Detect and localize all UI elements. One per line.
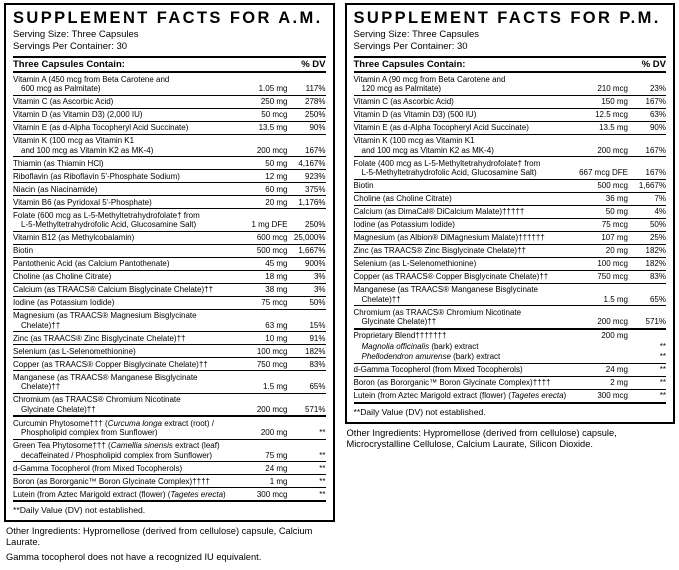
ingredient-name: Vitamin A (450 mcg from Beta Carotene and 600 mcg as Palmitate) (13, 74, 170, 93)
ingredient-dv: ** (319, 476, 326, 486)
ingredient-dv: 1,667% (638, 181, 666, 190)
ingredient-name: Choline (as Choline Citrate) (353, 194, 452, 203)
ingredient-row (354, 270, 667, 283)
ingredient-dv: 278% (305, 97, 326, 106)
ingredient-dv: 15% (309, 320, 326, 330)
ingredient-amount: 10 mg (265, 333, 288, 343)
ingredient-amount: 500 mcg (256, 246, 288, 255)
ingredient-amount: 13.5 mg (599, 123, 628, 132)
ingredient-amount: 100 mcg (597, 259, 628, 268)
ingredient-amount: 200 mcg (256, 404, 288, 414)
ingredient-dv: 167% (645, 97, 666, 106)
ingredient-dv: 167% (645, 168, 666, 177)
other-ingredients-note: Other Ingredients: Hypromellose (derived from cellulose) capsule, Microcrystalline Cellulose, Calcium Laurate, Silicon Dioxide. (346, 427, 617, 449)
ingredient-dv: 4,167% (298, 158, 326, 168)
ingredient-row (13, 156, 326, 169)
ingredient-name: Iodine (as Potassium Iodide) (13, 298, 115, 307)
ingredient-row (354, 376, 667, 389)
ingredient-row (13, 95, 326, 108)
ingredient-dv: ** (659, 378, 666, 387)
ingredient-row (354, 108, 667, 121)
ingredient-dv: 7% (654, 194, 666, 203)
ingredient-row (354, 363, 667, 376)
ingredient-name: Folate (600 mcg as L-5-Methyltetrahydrofolate† from L-5-Methyltetrahydrofolic Acid, Glucosamine Salt) (13, 210, 200, 229)
supplement-facts-box-pm (345, 3, 676, 424)
ingredient-row (13, 439, 326, 462)
ingredient-name: Magnesium (as TRAACS® Magnesium Bisglycinate Chelate)†† (13, 311, 197, 330)
ingredient-row (13, 487, 326, 500)
ingredient-amount: 75 mcg (261, 298, 288, 307)
ingredient-amount: 200 mg (601, 331, 628, 340)
other-ingredients-note: Other Ingredients: Hypromellose (derived from cellulose) capsule, Calcium Laurate. (6, 526, 313, 547)
ingredient-dv: 90% (309, 123, 326, 132)
ingredient-amount: 63 mg (265, 320, 288, 330)
ingredient-dv: 50% (309, 298, 326, 307)
ingredient-row (13, 257, 326, 270)
ingredient-dv: 117% (305, 84, 326, 93)
ingredient-dv: 250% (305, 220, 326, 229)
ingredient-name: Vitamin A (90 mcg from Beta Carotene and 120 mcg as Palmitate) (353, 74, 506, 93)
ingredient-name: Phellodendron amurense (bark) extract (361, 352, 501, 361)
ingredient-amount: 12 mg (265, 171, 288, 181)
ingredient-amount: 50 mg (605, 207, 628, 216)
ingredient-row (13, 309, 326, 332)
ingredient-dv: ** (319, 489, 326, 499)
ingredient-name: Lutein (from Aztec Marigold extract (flower) (Tagetes erecta) (353, 391, 567, 400)
panel-title-am: SUPPLEMENT FACTS FOR A.M. (13, 9, 323, 27)
ingredient-amount: 210 mcg (597, 84, 628, 93)
column-header-am (13, 56, 326, 73)
ingredient-name: Pantothenic Acid (as Calcium Pantothenate) (13, 259, 170, 268)
dv-footnote-pm: **Daily Value (DV) not established. (354, 402, 667, 418)
ingredient-name: Vitamin D (as Vitamin D3) (2,000 IU) (13, 110, 143, 119)
ingredient-dv: 250% (305, 110, 326, 119)
ingredient-name: Niacin (as Niacinamide) (13, 184, 98, 194)
ingredient-amount: 75 mcg (601, 220, 628, 229)
ingredient-name: Zinc (as TRAACS® Zinc Bisglycinate Chelate)†† (13, 333, 186, 343)
ingredient-row (13, 108, 326, 121)
ingredient-name: Biotin (13, 246, 34, 255)
ingredient-name: Vitamin C (as Ascorbic Acid) (13, 97, 114, 106)
ingredient-row (13, 461, 326, 474)
ingredient-amount: 200 mcg (597, 317, 628, 326)
ingredient-dv: 3% (313, 285, 326, 294)
ingredient-row (354, 389, 667, 402)
ingredient-amount: 13.5 mg (258, 123, 288, 132)
ingredient-dv: 25,000% (293, 233, 326, 242)
ingredient-row (354, 205, 667, 218)
ingredient-name: Vitamin D (as Vitamin D3) (500 IU) (353, 110, 477, 119)
ingredient-amount: 1.5 mg (603, 294, 628, 304)
ingredient-name: Vitamin K (100 mcg as Vitamin K1 and 100 mcg as Vitamin K2 as MK-4) (353, 136, 494, 155)
ingredient-row (13, 121, 326, 134)
ingredient-row (13, 296, 326, 309)
ingredient-amount: 667 mcg DFE (579, 168, 628, 177)
ingredient-amount: 38 mg (265, 285, 288, 294)
ingredient-name: Calcium (as DimaCal® DiCalcium Malate)††††† (353, 207, 525, 216)
ingredient-dv: 4% (654, 207, 666, 216)
ingredient-dv: 167% (305, 145, 326, 155)
ingredient-row (354, 342, 667, 353)
ingredient-amount: 24 mg (265, 463, 288, 473)
ingredient-dv: 65% (309, 382, 326, 391)
ingredient-row (13, 344, 326, 357)
ingredient-dv: ** (659, 341, 666, 351)
ingredient-name: Magnolia officinalis (bark) extract (361, 341, 479, 351)
ingredient-name: Manganese (as TRAACS® Manganese Bisglycinate Chelate)†† (13, 372, 198, 391)
ingredient-row (13, 231, 326, 244)
ingredient-row (13, 415, 326, 439)
ingredient-name: Vitamin E (as d-Alpha Tocopheryl Acid Succinate) (353, 123, 529, 132)
ingredient-amount: 200 mcg (256, 145, 288, 155)
ingredient-row (13, 73, 326, 95)
ingredient-row (354, 73, 667, 95)
ingredient-row (13, 169, 326, 182)
ingredient-amount: 200 mg (260, 428, 288, 437)
ingredient-dv: ** (659, 365, 666, 374)
ingredient-name: Proprietary Blend††††††† (353, 331, 447, 340)
ingredient-amount: 50 mcg (261, 110, 288, 119)
ingredient-amount: 20 mg (265, 197, 288, 207)
dv-column-label-am: % DV (301, 59, 326, 70)
ingredient-amount: 75 mg (265, 450, 288, 460)
ingredient-dv: 375% (305, 184, 326, 194)
ingredient-dv: 23% (649, 84, 666, 93)
ingredient-amount: 1.5 mg (263, 382, 288, 391)
ingredient-row (13, 208, 326, 231)
ingredient-name: Chromium (as TRAACS® Chromium Nicotinate Glycinate Chelate)†† (353, 307, 522, 326)
ingredient-name: Boron (as Bororganic™ Boron Glycinate Complex)†††† (13, 476, 210, 486)
supplement-facts-box-am (4, 3, 335, 522)
ingredient-name: Choline (as Choline Citrate) (13, 272, 112, 281)
ingredient-name: Riboflavin (as Riboflavin 5'-Phosphate Sodium) (13, 171, 180, 181)
ingredient-dv: 167% (645, 145, 666, 155)
panel-notes-pm (345, 424, 676, 454)
ingredient-amount: 100 mcg (256, 346, 288, 356)
ingredient-amount: 24 mg (605, 365, 628, 374)
servings-per-container-pm: Servings Per Container: 30 (353, 40, 468, 52)
ingredient-dv: 90% (649, 123, 666, 132)
ingredient-row (13, 393, 326, 416)
panel-notes-am (4, 522, 335, 567)
ingredient-amount: 750 mcg (597, 272, 628, 281)
ingredient-amount: 60 mg (265, 184, 288, 194)
ingredient-row (13, 474, 326, 487)
ingredient-name: Vitamin B6 (as Pyridoxal 5'-Phosphate) (13, 197, 152, 207)
ingredient-name: Lutein (from Aztec Marigold extract (flower) (Tagetes erecta) (13, 489, 226, 499)
ingredient-amount: 300 mcg (597, 391, 628, 400)
ingredient-dv: 900% (305, 259, 326, 268)
contains-label-am: Three Capsules Contain: (13, 59, 125, 70)
ingredient-name: Magnesium (as Albion® DiMagnesium Malate)†††††† (353, 233, 545, 242)
ingredient-dv: 83% (309, 359, 326, 369)
ingredient-amount: 200 mcg (597, 145, 628, 155)
servings-per-container-am: Servings Per Container: 30 (13, 40, 128, 52)
ingredient-dv: 63% (649, 110, 666, 119)
ingredient-row (13, 270, 326, 283)
panel-pm (345, 3, 676, 567)
ingredient-dv: 182% (645, 246, 666, 255)
ingredient-name: Curcumin Phytosome††† (Curcuma longa extract (root) / Phospholipid complex from Sunflower) (13, 418, 214, 437)
ingredient-name: Calcium (as TRAACS® Calcium Bisglycinate Chelate)†† (13, 285, 214, 294)
ingredient-amount: 1 mg DFE (251, 220, 288, 229)
ingredient-row (13, 182, 326, 195)
ingredient-name: Copper (as TRAACS® Copper Bisglycinate Chelate)†† (13, 359, 208, 369)
ingredient-amount: 150 mg (601, 97, 628, 106)
serving-size-am: Serving Size: Three Capsules (13, 29, 139, 40)
ingredient-row (13, 331, 326, 344)
ingredient-row (354, 179, 667, 192)
ingredient-dv: 182% (645, 259, 666, 268)
ingredient-amount: 750 mcg (256, 359, 288, 369)
contains-label-pm: Three Capsules Contain: (353, 59, 466, 70)
ingredient-dv: 1,667% (298, 246, 326, 255)
ingredient-amount: 2 mg (610, 378, 628, 387)
ingredient-row (354, 283, 667, 306)
ingredient-amount: 45 mg (265, 259, 288, 268)
ingredient-name: Manganese (as TRAACS® Manganese Bisglycinate Chelate)†† (353, 285, 539, 304)
ingredient-rows-am (13, 73, 326, 500)
ingredient-dv: 83% (649, 272, 666, 281)
ingredient-dv: 91% (309, 333, 326, 343)
ingredient-amount: 20 mg (605, 246, 628, 255)
ingredient-amount: 18 mg (265, 272, 288, 281)
ingredient-dv: ** (659, 391, 666, 400)
ingredient-amount: 250 mg (260, 97, 288, 106)
ingredient-name: Zinc (as TRAACS® Zinc Bisglycinate Chelate)†† (353, 246, 526, 255)
ingredient-dv: 1,176% (298, 197, 326, 207)
ingredient-dv: 182% (305, 346, 326, 356)
ingredient-dv: 923% (305, 171, 326, 181)
ingredient-row (13, 370, 326, 393)
ingredient-name: Selenium (as L-Selenomethionine) (353, 259, 477, 268)
ingredient-dv: ** (659, 352, 666, 361)
panel-am (4, 3, 335, 567)
ingredient-amount: 50 mg (265, 158, 288, 168)
ingredient-dv: 571% (645, 317, 666, 326)
ingredient-name: Vitamin B12 (as Methylcobalamin) (13, 233, 135, 242)
ingredient-name: d-Gamma Tocopherol (from Mixed Tocopherols) (353, 365, 523, 374)
ingredient-name: Boron (as Bororganic™ Boron Glycinate Complex)†††† (353, 378, 551, 387)
ingredient-name: Vitamin E (as d-Alpha Tocopheryl Acid Succinate) (13, 123, 189, 132)
ingredient-amount: 600 mcg (256, 233, 288, 242)
column-header-pm (354, 56, 667, 73)
ingredient-amount: 500 mcg (597, 181, 628, 190)
ingredient-row (354, 192, 667, 205)
ingredient-name: Thiamin (as Thiamin HCl) (13, 158, 104, 168)
ingredient-row (13, 283, 326, 296)
ingredient-row (13, 244, 326, 257)
ingredient-amount: 1 mg (269, 476, 288, 486)
panel-title-pm: SUPPLEMENT FACTS FOR P.M. (353, 9, 661, 27)
ingredient-row (354, 95, 667, 108)
ingredient-name: Copper (as TRAACS® Copper Bisglycinate Chelate)†† (353, 272, 549, 281)
ingredient-dv: 571% (305, 404, 326, 414)
ingredient-dv: 25% (649, 233, 666, 242)
ingredient-row (354, 134, 667, 157)
ingredient-dv: ** (319, 428, 326, 437)
ingredient-amount: 1.05 mg (258, 84, 288, 93)
ingredient-dv: 65% (649, 294, 666, 304)
ingredient-name: Selenium (as L-Selenomethionine) (13, 346, 136, 356)
ingredient-amount: 12.5 mcg (595, 110, 628, 119)
ingredient-row (354, 244, 667, 257)
ingredient-dv: ** (319, 463, 326, 473)
ingredient-dv: 3% (313, 272, 326, 281)
dv-footnote-am: **Daily Value (DV) not established. (13, 500, 326, 516)
dv-column-label-pm: % DV (641, 59, 666, 70)
ingredient-name: Biotin (353, 181, 374, 190)
ingredient-row (13, 357, 326, 370)
serving-size-pm: Serving Size: Three Capsules (353, 29, 479, 40)
ingredient-name: Iodine (as Potassium Iodide) (353, 220, 455, 229)
ingredient-name: Green Tea Phytosome††† (Camellia sinensis extract (leaf) decaffeinated / Phospholipid complex from Sunflower) (13, 441, 220, 460)
ingredient-rows-pm (354, 73, 667, 402)
ingredient-amount: 300 mcg (256, 489, 288, 499)
ingredient-dv: 50% (649, 220, 666, 229)
ingredient-amount: 107 mg (601, 233, 628, 242)
ingredient-name: Vitamin K (100 mcg as Vitamin K1 and 100 mcg as Vitamin K2 as MK-4) (13, 136, 154, 155)
ingredient-row (354, 352, 667, 363)
other-ingredients-note: Gamma tocopherol does not have a recognized IU equivalent. (6, 552, 262, 562)
ingredient-row (354, 328, 667, 342)
ingredient-row (354, 218, 667, 231)
ingredient-row (354, 156, 667, 179)
ingredient-name: Folate (400 mcg as L-5-Methyltetrahydrofolate† from L-5-Methyltetrahydrofolic Acid, Glucosamine Salt) (353, 158, 541, 177)
ingredient-row (354, 257, 667, 270)
ingredient-name: d-Gamma Tocopherol (from Mixed Tocopherols) (13, 463, 183, 473)
ingredient-row (13, 134, 326, 157)
ingredient-row (13, 195, 326, 208)
ingredient-row (354, 121, 667, 134)
ingredient-amount: 36 mg (605, 194, 628, 203)
ingredient-row (354, 231, 667, 244)
ingredient-dv: ** (319, 450, 326, 460)
ingredient-name: Vitamin C (as Ascorbic Acid) (353, 97, 454, 106)
ingredient-row (354, 305, 667, 328)
ingredient-name: Chromium (as TRAACS® Chromium Nicotinate Glycinate Chelate)†† (13, 395, 181, 414)
